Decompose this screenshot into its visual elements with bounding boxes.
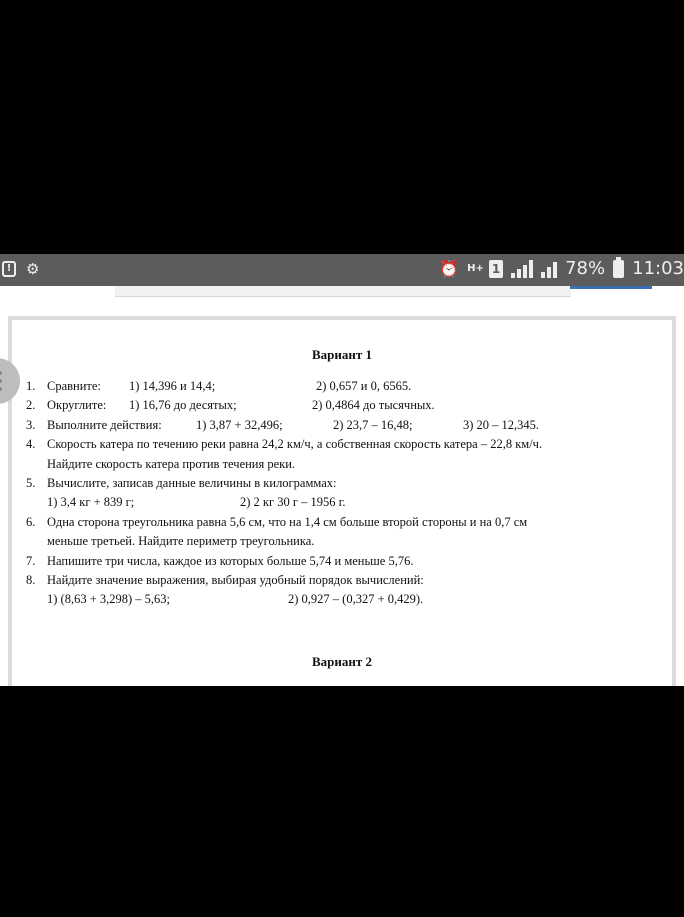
task-number: 2. [26,398,36,413]
task-8 [26,571,666,590]
signal-icon [511,260,533,278]
task-7 [26,552,666,571]
previous-page-edge [115,286,571,297]
task-text: Выполните действия: [47,417,162,432]
sim-indicator: 1 [489,260,503,278]
alert-icon: ! [2,261,16,277]
task-number: 6. [26,514,36,529]
task-number: 5. [26,475,36,490]
task-list [26,377,666,610]
task-part-2: 2) 2 кг 30 г – 1956 г. [240,495,346,510]
network-type: H+ [467,263,484,274]
variant2-title: Вариант 2 [311,654,373,669]
task-part-3: 3) 20 – 12,345. [463,417,540,432]
task-text-line-1: Найдите значение выражения, выбирая удобный порядок вычислений: [47,572,424,587]
task-6-continued [26,532,666,551]
task-text-line-1: Напишите три числа, каждое из которых больше 5,74 и меньше 5,76. [47,553,414,568]
task-part-1: 1) 14,396 и 14,4; [129,379,216,393]
task-3 [26,416,666,435]
task-text-line-1: Одна сторона треугольника равна 5,6 см, что на 1,4 см больше второй стороны и на 0,7 см [47,514,528,529]
task-part-2: 2) 0,927 – (0,327 + 0,429). [288,592,424,607]
task-part-1: 1) 3,87 + 32,496; [196,417,283,432]
task-8-parts [26,590,666,609]
task-number: 8. [26,572,36,587]
variant1-title: Вариант 1 [311,347,373,362]
task-part-2: 2) 0,4864 до тысячных. [312,398,435,413]
task-2 [26,396,666,415]
task-6 [26,513,666,532]
task-1 [26,377,666,396]
battery-icon [613,260,624,278]
task-text-line-1: Скорость катера по течению реки равна 24,2 км/ч, а собственная скорость катера – 22,8 км/ч. [47,437,543,452]
task-number: 4. [26,437,36,452]
task-text-line-2: меньше третьей. Найдите периметр треугольника. [47,534,315,549]
task-text-line-2: Найдите скорость катера против течения реки. [47,456,296,471]
task-part-2: 2) 23,7 – 16,48; [333,417,413,432]
signal-icon-2 [541,260,557,278]
task-part-1: 1) 3,4 кг + 839 г; [47,495,135,510]
scroll-progress [570,286,652,289]
task-part-1: 1) (8,63 + 3,298) – 5,63; [47,592,171,607]
task-4-continued [26,455,666,474]
battery-percent: 78% [565,258,606,279]
task-text-line-1: Вычислите, записав данные величины в килограммах: [47,475,337,490]
status-bar [0,254,684,286]
clock: 11:03 [632,258,684,279]
task-number: 7. [26,553,36,568]
task-text: Сравните: [47,379,101,393]
task-5-parts [26,493,666,512]
task-number: 1. [26,379,36,393]
task-5 [26,474,666,493]
notification-icon: ⚙ [26,260,40,278]
task-4 [26,435,666,454]
task-text: Округлите: [47,398,107,413]
task-part-1: 1) 16,76 до десятых; [129,398,237,413]
task-part-2: 2) 0,657 и 0, 6565. [316,379,412,393]
alarm-icon: ⏰ [439,259,460,278]
task-number: 3. [26,417,36,432]
